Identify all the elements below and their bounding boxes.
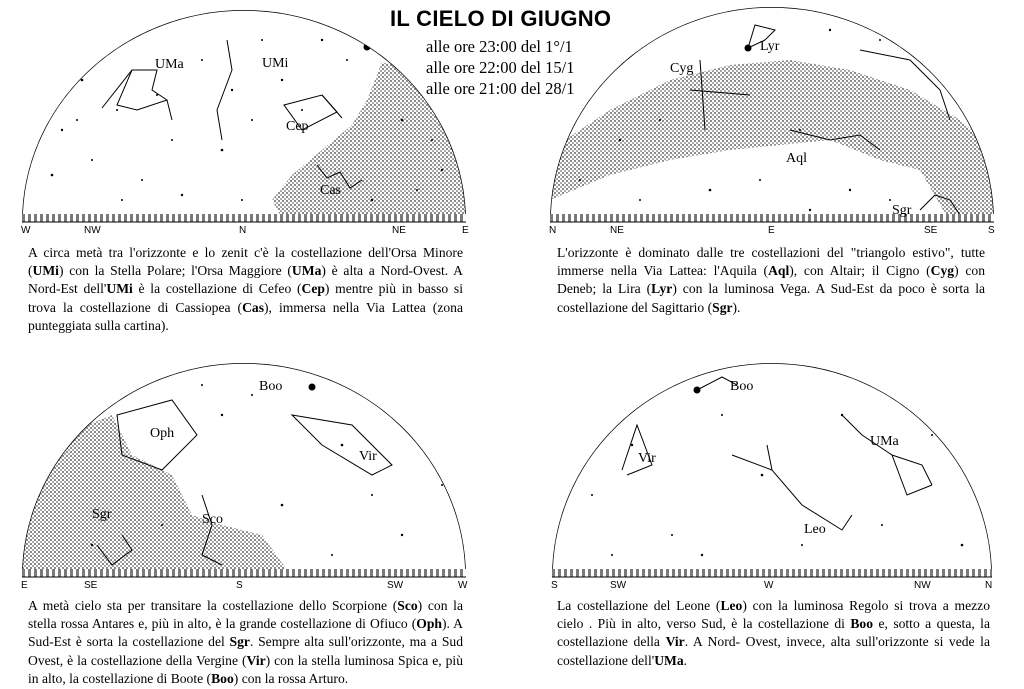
direction-label: NW xyxy=(84,225,101,236)
constellation-abbrev: UMa xyxy=(654,652,684,668)
label-sco: Sco xyxy=(202,512,223,527)
label-aql: Aql xyxy=(786,151,807,166)
constellation-abbrev: Cas xyxy=(242,299,264,315)
constellation-abbrev: Sco xyxy=(397,598,418,613)
direction-label: S xyxy=(551,580,558,591)
direction-label: N xyxy=(985,580,993,591)
direction-label: E xyxy=(21,580,28,591)
label-sgr: Sgr xyxy=(92,507,112,522)
caption-text: . A Nord- Ovest, invece, alta sull'orizzonte si vede la costellazione dell' xyxy=(557,634,990,668)
caption-text: ) è alta a Nord-Ovest. A Nord-Est dell' xyxy=(28,263,463,297)
caption-text: . Sempre alta sull'orizzonte, ma a Sud Ovest, è la costellazione della Vergine ( xyxy=(28,634,463,668)
constellation-abbrev: Boo xyxy=(211,670,234,686)
caption-text: ), con Altair; il Cigno ( xyxy=(789,263,931,279)
milky-way xyxy=(272,62,466,222)
observation-time: alle ore 23:00 del 1°/1 xyxy=(426,37,573,56)
constellation-abbrev: Oph xyxy=(416,616,442,632)
direction-label: N xyxy=(239,225,247,236)
label-oph: Oph xyxy=(150,426,175,441)
constellation-abbrev: Boo xyxy=(850,616,874,632)
direction-label: NE xyxy=(610,225,624,236)
milky-way xyxy=(550,60,994,222)
observation-time: alle ore 21:00 del 28/1 xyxy=(426,79,575,98)
constellation-abbrev: Aql xyxy=(768,263,790,279)
direction-label: W xyxy=(764,580,774,591)
caption-east xyxy=(557,244,985,317)
direction-label: SE xyxy=(924,225,938,236)
label-vir: Vir xyxy=(638,451,656,466)
caption-text: La costellazione del Leone ( xyxy=(557,598,721,613)
direction-label: W xyxy=(458,580,468,591)
constellation-uma-lines xyxy=(102,70,172,120)
sky-map-south xyxy=(22,355,472,595)
label-boo: Boo xyxy=(259,379,283,394)
label-cep: Cep xyxy=(286,119,309,134)
page-title: IL CIELO DI GIUGNO xyxy=(390,6,612,31)
direction-label: S xyxy=(236,580,243,591)
caption-text: e, sotto a questa, la costellazione della xyxy=(557,616,990,650)
label-uma: UMa xyxy=(870,434,899,449)
constellation-abbrev: Cyg xyxy=(930,263,955,279)
label-sgr: Sgr xyxy=(892,203,912,218)
constellation-abbrev: Cep xyxy=(301,281,325,297)
caption-text: ). xyxy=(732,299,741,315)
caption-west xyxy=(557,597,990,670)
observation-time: alle ore 22:00 del 15/1 xyxy=(426,58,575,77)
direction-label: S xyxy=(988,225,995,236)
direction-label: E xyxy=(462,225,469,236)
sky-map-east xyxy=(550,0,1000,240)
sky-map-north xyxy=(22,0,472,240)
constellation-umi-lines xyxy=(217,40,232,140)
label-uma: UMa xyxy=(155,57,184,72)
caption-text: ) con la luminosa Regolo si trova a mezzo cielo . Più in alto, verso Sud, è la costellazione di xyxy=(557,598,990,632)
label-umi: UMi xyxy=(262,56,289,71)
label-boo: Boo xyxy=(730,379,754,394)
constellation-abbrev: Sgr xyxy=(229,634,250,650)
direction-label: N xyxy=(549,225,557,236)
constellation-abbrev: Leo xyxy=(720,598,743,613)
caption-north xyxy=(28,244,463,335)
constellation-abbrev: Vir xyxy=(246,652,266,668)
direction-label: NE xyxy=(392,225,406,236)
caption-text: ) con la stella luminosa Spica e, più in alto, la costellazione di Boote ( xyxy=(28,652,463,686)
sky-map-west xyxy=(552,355,1002,595)
caption-text: ) con la rossa Arturo. xyxy=(233,670,349,686)
direction-label: SE xyxy=(84,580,98,591)
label-cyg: Cyg xyxy=(670,61,694,76)
constellation-abbrev: UMi xyxy=(32,263,59,279)
direction-label: W xyxy=(21,225,31,236)
label-leo: Leo xyxy=(804,522,826,537)
constellation-abbrev: Vir xyxy=(665,634,685,650)
caption-text: ) con Deneb; la Lira ( xyxy=(557,263,985,297)
caption-text: ) con la Stella Polare; l'Orsa Maggiore ( xyxy=(58,263,292,279)
constellation-abbrev: UMa xyxy=(291,263,322,279)
label-lyr: Lyr xyxy=(760,39,780,54)
horizon-band xyxy=(22,214,466,222)
constellation-uma-lines xyxy=(842,415,932,495)
caption-text: ), immersa nella Via Lattea (zona punteggiata sulla cartina). xyxy=(28,299,463,333)
constellation-abbrev: UMi xyxy=(106,281,133,297)
constellation-vir-lines xyxy=(622,425,652,475)
caption-text: ) con la luminosa Vega. A Sud-Est da poco è sorta la costellazione del Sagittario ( xyxy=(557,281,986,315)
caption-text: ) mentre più in basso si trova la costellazione di Cassiopea ( xyxy=(28,281,463,315)
constellation-abbrev: Sgr xyxy=(712,299,733,315)
label-cas: Cas xyxy=(320,183,341,198)
direction-label: NW xyxy=(914,580,931,591)
caption-text: A metà cielo sta per transitare la costellazione dello Scorpione ( xyxy=(28,598,398,613)
constellation-leo-lines xyxy=(732,445,852,530)
caption-text: ) con la stella rossa Antares e, più in alto, è la grande costellazione di Ofiuco ( xyxy=(28,598,463,632)
caption-text: è la costellazione di Cefeo ( xyxy=(132,281,302,297)
direction-label: SW xyxy=(387,580,404,591)
constellation-abbrev: Lyr xyxy=(651,281,673,297)
label-vir: Vir xyxy=(359,449,377,464)
caption-text: ). A Sud-Est è sorta la costellazione del xyxy=(28,616,464,650)
caption-text: L'orizzonte è dominato dalle tre costellazioni del "triangolo estivo", tutte immerse nella Via Lattea: l'Aquila ( xyxy=(557,245,985,279)
direction-label: SW xyxy=(610,580,627,591)
caption-text: . xyxy=(683,652,688,668)
caption-text: A circa metà tra l'orizzonte e lo zenit c'è la costellazione dell'Orsa Minore ( xyxy=(28,245,463,279)
direction-label: E xyxy=(768,225,775,236)
caption-south xyxy=(28,597,463,688)
